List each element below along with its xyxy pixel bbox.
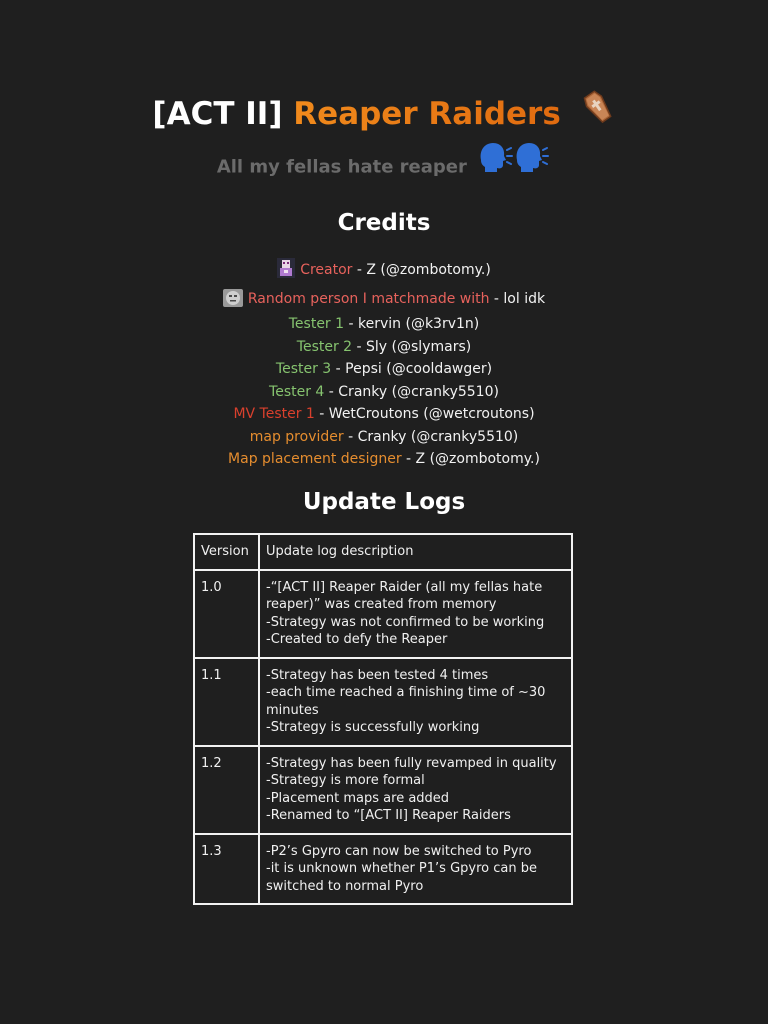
credit-role: Tester 3 [275, 361, 332, 377]
credit-separator: - [343, 428, 358, 445]
credit-item-tester-3 [0, 358, 768, 381]
credit-separator: - [331, 361, 346, 377]
table-row [194, 834, 572, 904]
description-line: -Strategy has been tested 4 times [266, 667, 489, 683]
credit-role: Tester 2 [296, 338, 353, 355]
version-cell: 1.1 [194, 658, 259, 746]
credit-item-map-placement-designer [0, 448, 768, 471]
description-line: -Strategy is more formal [266, 773, 425, 789]
credit-separator: - [324, 383, 339, 400]
table-row [194, 746, 572, 834]
speaking-head-icon [477, 140, 551, 189]
credit-name: kervin (@k3rv1n) [358, 316, 480, 332]
table-row [194, 658, 572, 746]
credit-role: Map placement designer [228, 451, 402, 467]
description-line: -it is unknown whether P1’s Gpyro can be switched to normal Pyro [266, 861, 537, 894]
column-header-description: Update log description [259, 534, 572, 570]
credit-name: WetCroutons (@wetcroutons) [328, 406, 535, 422]
credit-separator: - [401, 451, 416, 467]
description-line: -Strategy is successfully working [266, 720, 480, 736]
update-logs-heading: Update Logs [302, 489, 466, 515]
page-title [0, 92, 768, 136]
credit-item-tester-2 [0, 336, 768, 359]
description-line: -P2’s Gpyro can now be switched to Pyro [266, 843, 532, 859]
credit-name: Pepsi (@cooldawger) [345, 361, 493, 377]
credit-role: map provider [249, 428, 344, 445]
description-cell [259, 746, 572, 834]
credit-separator: - [314, 406, 329, 422]
credits-heading: Credits [337, 210, 431, 236]
credit-item-random [0, 285, 768, 313]
credits-list [0, 256, 768, 471]
title-prefix: [ACT II] [152, 96, 283, 132]
description-cell [259, 570, 572, 658]
credit-item-map-provider [0, 426, 768, 449]
credit-separator: - [352, 262, 367, 278]
credit-role: Tester 4 [269, 383, 325, 400]
credit-separator: - [344, 316, 358, 332]
update-log-table [193, 533, 573, 905]
description-line: -“[ACT II] Reaper Raider (all my fellas hate reaper)” was created from memory [266, 579, 543, 613]
description-line: -Placement maps are added [266, 790, 450, 806]
random-person-avatar-icon [223, 289, 243, 317]
description-cell [259, 658, 572, 746]
coffin-icon [580, 90, 616, 136]
credit-role: Random person I matchmade with [247, 291, 490, 307]
version-cell: 1.3 [194, 834, 259, 904]
version-cell: 1.2 [194, 746, 259, 834]
credit-separator: - [352, 338, 367, 355]
credit-separator: - [489, 291, 504, 307]
version-cell: 1.0 [194, 570, 259, 658]
credit-name: Sly (@slymars) [366, 338, 472, 355]
credit-name: Cranky (@cranky5510) [357, 428, 519, 445]
table-header-row [194, 534, 572, 570]
description-line: -Renamed to “[ACT II] Reaper Raiders [266, 808, 511, 824]
description-line: -each time reached a finishing time of ~30 minutes [266, 685, 546, 718]
credit-name: lol idk [503, 291, 546, 307]
credit-role: Tester 1 [288, 316, 345, 332]
credit-item-mv-tester-1 [0, 403, 768, 426]
credit-item-creator [0, 256, 768, 285]
credit-name: Cranky (@cranky5510) [338, 383, 499, 400]
credit-role: MV Tester 1 [233, 406, 315, 422]
credit-item-tester-4 [0, 381, 768, 404]
table-row [194, 570, 572, 658]
title-highlight: Reaper Raiders [293, 96, 561, 132]
description-line: -Strategy was not confirmed to be working [266, 614, 545, 630]
description-cell [259, 834, 572, 904]
description-line: -Created to defy the Reaper [266, 632, 448, 648]
credit-name: Z (@zombotomy.) [366, 262, 491, 278]
credit-role: Creator [300, 262, 353, 278]
page-subtitle [0, 146, 768, 189]
column-header-version: Version [194, 534, 259, 570]
subtitle-text: All my fellas hate reaper [216, 156, 467, 178]
credit-name: Z (@zombotomy.) [415, 451, 540, 467]
description-line: -Strategy has been fully revamped in quality [266, 755, 557, 771]
credit-item-tester-1 [0, 313, 768, 336]
